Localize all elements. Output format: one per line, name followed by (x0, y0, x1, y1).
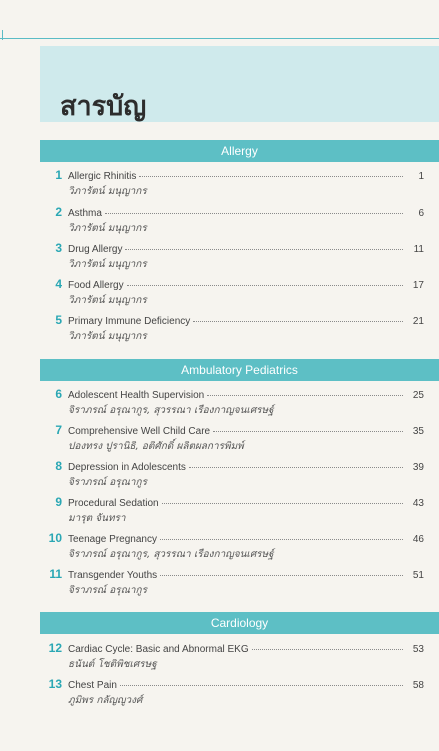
dot-leader (252, 649, 403, 650)
entry-author: จิราภรณ์ อรุณากูร (68, 585, 147, 596)
toc-entry-2[interactable] (40, 205, 439, 236)
dot-leader (125, 249, 403, 250)
entry-title: Cardiac Cycle: Basic and Abnormal EKG (68, 644, 249, 655)
entry-author: ธนันต์ โชติพิชเศรษฐ (68, 659, 157, 670)
entry-page: 46 (412, 534, 424, 545)
toc-entry-10[interactable] (40, 531, 439, 562)
toc-entry-8[interactable] (40, 459, 439, 490)
dot-leader (189, 467, 403, 468)
toc-entry-9[interactable] (40, 495, 439, 526)
entry-title: Depression in Adolescents (68, 462, 186, 473)
entry-title: Adolescent Health Supervision (68, 390, 205, 401)
section-header-allergy: Allergy (40, 140, 439, 162)
entry-number: 1 (55, 168, 62, 182)
toc-entry-6[interactable] (40, 387, 439, 418)
entry-page: 1 (418, 171, 424, 182)
dot-leader (207, 395, 403, 396)
entry-page: 35 (412, 426, 424, 437)
entry-author: ภูมิพร กลัญญูวงศ์ (68, 695, 143, 706)
dot-leader (160, 539, 403, 540)
entry-page: 21 (412, 316, 424, 327)
entry-number: 7 (55, 423, 62, 437)
section-header-ambulatory-pediatrics: Ambulatory Pediatrics (40, 359, 439, 381)
dot-leader (127, 285, 403, 286)
entry-title: Chest Pain (68, 680, 117, 691)
dot-leader (139, 176, 403, 177)
entry-page: 58 (412, 680, 424, 691)
entry-author: วิภารัตน์ มนุญากร (68, 295, 147, 306)
entry-author: มารุต จันทรา (68, 513, 126, 524)
entry-author: จิราภรณ์ อรุณากูร, สุวรรณา เรืองกาญจนเศรษฐ์ (68, 405, 274, 416)
entry-author: วิภารัตน์ มนุญากร (68, 259, 147, 270)
entry-page: 43 (412, 498, 424, 509)
entry-title: Allergic Rhinitis (68, 171, 137, 182)
entry-author: จิราภรณ์ อรุณากูร (68, 477, 147, 488)
entry-title: Comprehensive Well Child Care (68, 426, 211, 437)
entry-page: 6 (418, 208, 424, 219)
toc-entry-3[interactable] (40, 241, 439, 272)
entry-page: 17 (412, 280, 424, 291)
entry-title: Transgender Youths (68, 570, 158, 581)
page-title: สารบัญ (60, 91, 147, 122)
entry-title: Asthma (68, 208, 102, 219)
entry-number: 10 (48, 531, 62, 545)
entry-title: Teenage Pregnancy (68, 534, 157, 545)
section-header-cardiology: Cardiology (40, 612, 439, 634)
entry-author: วิภารัตน์ มนุญากร (68, 331, 147, 342)
entry-page: 53 (412, 644, 424, 655)
dot-leader (105, 213, 403, 214)
toc-entry-1[interactable] (40, 168, 439, 199)
entry-number: 6 (55, 387, 62, 401)
entry-page: 25 (412, 390, 424, 401)
entry-number: 11 (49, 567, 62, 581)
entry-page: 51 (412, 570, 424, 581)
entry-title: Food Allergy (68, 280, 124, 291)
entry-author: วิภารัตน์ มนุญากร (68, 223, 147, 234)
entry-page: 11 (413, 244, 424, 255)
entry-title: Drug Allergy (68, 244, 123, 255)
entry-author: จิราภรณ์ อรุณากูร, สุวรรณา เรืองกาญจนเศรษฐ์ (68, 549, 274, 560)
dot-leader (160, 575, 403, 576)
entry-number: 3 (55, 241, 62, 255)
toc-entry-12[interactable] (40, 641, 439, 672)
dot-leader (193, 321, 403, 322)
entry-author: วิภารัตน์ มนุญากร (68, 186, 147, 197)
dot-leader (162, 503, 403, 504)
dot-leader (120, 685, 403, 686)
top-rule (0, 38, 439, 39)
entry-title: Primary Immune Deficiency (68, 316, 191, 327)
entry-page: 39 (412, 462, 424, 473)
entry-number: 4 (55, 277, 62, 291)
entry-number: 5 (55, 313, 62, 327)
toc-entry-11[interactable] (40, 567, 439, 598)
toc-entry-13[interactable] (40, 677, 439, 708)
dot-leader (213, 431, 403, 432)
toc-entry-5[interactable] (40, 313, 439, 344)
entry-number: 12 (48, 641, 62, 655)
entry-number: 2 (55, 205, 62, 219)
entry-number: 9 (55, 495, 62, 509)
toc-entry-4[interactable] (40, 277, 439, 308)
entry-number: 13 (48, 677, 62, 691)
entry-number: 8 (55, 459, 62, 473)
toc-entry-7[interactable] (40, 423, 439, 454)
entry-title: Procedural Sedation (68, 498, 159, 509)
entry-author: ปองทรง ปูรานิธิ, อติศักดิ์ ผลิตผลการพิมพ์ (68, 441, 244, 452)
